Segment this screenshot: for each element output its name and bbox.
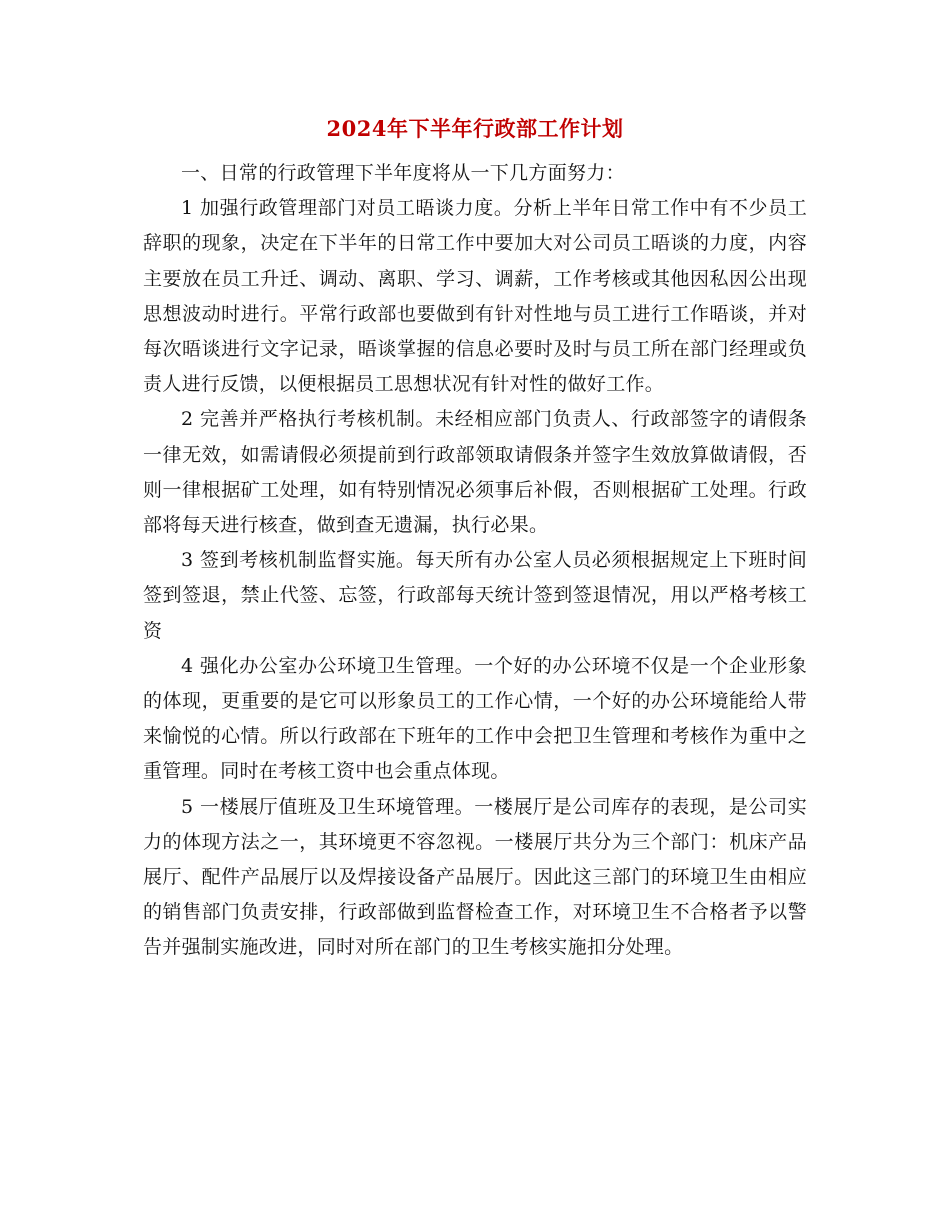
paragraph-item-5: 5 一楼展厅值班及卫生环境管理。一楼展厅是公司库存的表现，是公司实力的体现方法之一，其环境更不容忽视。一楼展厅共分为三个部门：机床产品展厅、配件产品展厅以及焊接设备产品展厅。因此这三部门的环境卫生由相应的销售部门负责安排，行政部做到监督检查工作，对环境卫生不合格者予以警告并强制实施改进，同时对所在部门的卫生考核实施扣分处理。 bbox=[143, 795, 807, 959]
paragraph-item-2: 2 完善并严格执行考核机制。未经相应部门负责人、行政部签字的请假条一律无效，如需请假必须提前到行政部领取请假条并签字生效放算做请假，否则一律根据矿工处理，如有特别情况必须事后补假，否则根据矿工处理。行政部将每天进行核查，做到查无遗漏，执行必果。 bbox=[143, 408, 807, 537]
paragraph-item-3: 3 签到考核机制监督实施。每天所有办公室人员必须根据规定上下班时间签到签退，禁止代签、忘签，行政部每天统计签到签退情况，用以严格考核工资 bbox=[143, 549, 807, 642]
document-title: 2024年下半年行政部工作计划 bbox=[326, 116, 624, 141]
paragraph-item-4: 4 强化办公室办公环境卫生管理。一个好的办公环境不仅是一个企业形象的体现，更重要的是它可以形象员工的工作心情，一个好的办公环境能给人带来愉悦的心情。所以行政部在下班年的工作中会把卫生管理和考核作为重中之重管理。同时在考核工资中也会重点体现。 bbox=[143, 654, 807, 783]
section-heading-daily-admin: 一、日常的行政管理下半年度将从一下几方面努力： bbox=[181, 162, 625, 184]
document-body bbox=[143, 156, 807, 966]
paragraph-item-1: 1 加强行政管理部门对员工晤谈力度。分析上半年日常工作中有不少员工辞职的现象，决定在下半年的日常工作中要加大对公司员工晤谈的力度，内容主要放在员工升迁、调动、离职、学习、调薪，工作考核或其他因私因公出现思想波动时进行。平常行政部也要做到有针对性地与员工进行工作晤谈，并对每次晤谈进行文字记录，晤谈掌握的信息必要时及时与员工所在部门经理或负责人进行反馈，以便根据员工思想状况有针对性的做好工作。 bbox=[143, 197, 807, 396]
